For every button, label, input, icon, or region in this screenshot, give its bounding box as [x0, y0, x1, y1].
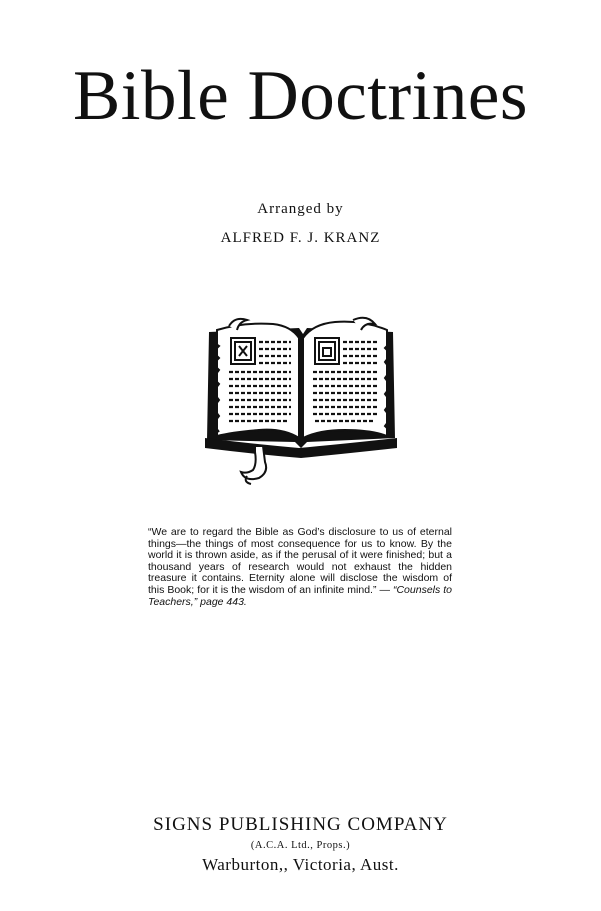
publisher-name: SIGNS PUBLISHING COMPANY: [153, 814, 448, 835]
epigraph-quote: [148, 527, 452, 608]
quote-source: “Counsels to Teachers,” page 443.: [148, 583, 452, 608]
publisher-props: (A.C.A. Ltd., Props.): [250, 840, 351, 851]
book-title: Bible Doctrines: [72, 57, 529, 135]
publisher-location: Warburton,, Victoria, Aust.: [202, 855, 399, 874]
author-name: ALFRED F. J. KRANZ: [220, 230, 381, 246]
quote-text: “We are to regard the Bible as God’s disclosure to us of eternal things—the things of most consequence for us to know. By the world it is thrown aside, as if the perusal of it were finished; but a thousand years of research would not exhaust the hidden treasure it contains. Eternity alone will disclose the wisdom of this Book; for it is the wisdom of an infinite mind.” —: [148, 526, 452, 596]
arranged-by-label: Arranged by: [257, 201, 344, 217]
open-bible-icon: [203, 312, 399, 488]
